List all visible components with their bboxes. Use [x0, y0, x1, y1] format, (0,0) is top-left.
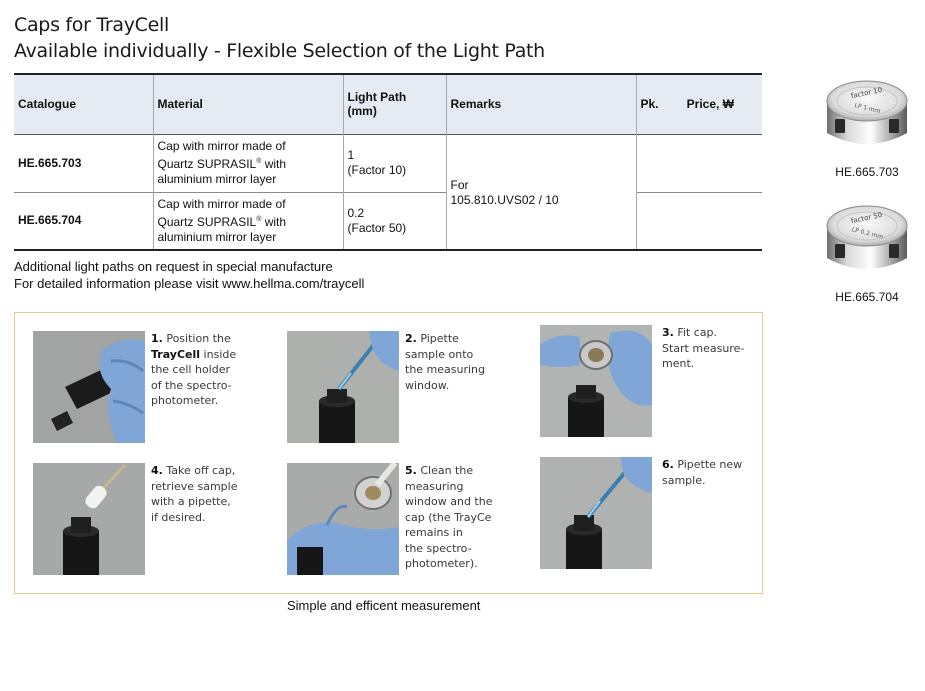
step-rest: the cell holder of the spectro- photometer.: [151, 363, 232, 407]
note-special-manufacture: Additional light paths on request in special manufacture: [14, 259, 333, 274]
light-path-factor: (Factor 10): [347, 163, 407, 177]
cap-engraving: factor 50: [850, 210, 883, 226]
step-rest: Start measure- ment.: [662, 341, 745, 370]
cell-light-path: [343, 134, 446, 192]
step-photo: [287, 331, 399, 443]
cap-image: [821, 75, 913, 163]
cell-material: [153, 134, 343, 192]
step-number: 4.: [151, 464, 163, 477]
step-line1: Pipette: [416, 332, 459, 345]
step-photo: [287, 463, 399, 575]
col-remarks: Remarks: [446, 74, 636, 134]
step-text: [662, 457, 742, 488]
table-row: [14, 134, 762, 192]
steps-panel: [14, 312, 763, 594]
material-line2b: with: [261, 157, 287, 171]
step-number: 3.: [662, 326, 674, 339]
product-label: HE.665.704: [835, 290, 899, 304]
step-line1: Pipette new: [673, 458, 743, 471]
cell-light-path: [343, 192, 446, 250]
col-price: Price, ₩: [686, 97, 734, 112]
panel-caption: Simple and efficent measurement: [287, 598, 481, 613]
step-number: 1.: [151, 332, 163, 345]
col-light-path-line2: (mm): [347, 104, 377, 119]
product-card: [818, 75, 916, 179]
col-light-path-line1: Light Path: [347, 90, 407, 105]
step-text: [151, 331, 236, 409]
product-card: [818, 200, 916, 304]
step-number: 2.: [405, 332, 417, 345]
step-text: [151, 463, 237, 525]
step-photo: [33, 331, 145, 443]
material-line2: Quartz SUPRASIL: [157, 214, 257, 229]
cell-catalogue: HE.665.704: [18, 213, 82, 228]
step-line1: Take off cap,: [162, 464, 236, 477]
step-photo: [540, 457, 652, 569]
step-text: [405, 331, 485, 393]
col-pk-price: [636, 74, 762, 134]
light-path-value: 0.2: [347, 205, 365, 220]
step-line1: Position the: [162, 332, 231, 345]
step-text: [662, 325, 744, 372]
registered-mark: ®: [256, 158, 262, 165]
cap-image: [821, 200, 913, 288]
step-rest: retrieve sample with a pipette, if desired.: [151, 479, 238, 524]
note-website: For detailed information please visit www.hellma.com/traycell: [14, 276, 365, 291]
cell-pk-price: [636, 192, 762, 250]
table-row: [14, 192, 762, 250]
step-photo: [540, 325, 652, 437]
cap-engraving-lp: LP 0.2 mm: [850, 226, 884, 241]
page-subtitle: Available individually - Flexible Selection of the Light Path: [14, 40, 545, 62]
step-line1: Fit cap.: [673, 326, 718, 339]
remarks-line2: 105.810.UVS02 / 10: [450, 192, 559, 207]
registered-mark: ®: [256, 215, 262, 223]
col-light-path: [343, 74, 446, 134]
step-photo: [33, 463, 145, 575]
material-line2: Quartz SUPRASIL: [157, 157, 257, 171]
material-line1: Cap with mirror made of: [157, 196, 286, 211]
material-line3: aluminium mirror layer: [157, 172, 277, 186]
cap-engraving-lp: LP 1 mm: [853, 101, 881, 116]
col-material: Material: [153, 74, 343, 134]
cap-engraving: factor 10: [850, 85, 883, 101]
step-rest: sample onto the measuring window.: [405, 347, 486, 392]
material-line2b: with: [261, 214, 287, 229]
product-label: HE.665.703: [835, 165, 899, 179]
page-title: Caps for TrayCell: [14, 14, 169, 36]
step-number: 5.: [405, 464, 417, 477]
step-line2b: inside: [200, 347, 237, 361]
col-catalogue: Catalogue: [14, 74, 153, 134]
step-emphasis: TrayCell: [151, 347, 201, 361]
step-rest: measuring window and the cap (the TrayCe remains in the spectro- photometer).: [405, 479, 493, 570]
step-text: [405, 463, 492, 572]
cell-material: [153, 192, 343, 250]
material-line1: Cap with mirror made of: [157, 139, 286, 153]
remarks-line1: For: [450, 177, 469, 192]
light-path-factor: (Factor 50): [347, 220, 407, 235]
spec-table: [14, 73, 762, 251]
cell-remarks: [446, 134, 636, 250]
step-rest: sample.: [662, 473, 706, 487]
step-number: 6.: [662, 458, 674, 471]
table-header-row: [14, 74, 762, 134]
col-pk: Pk.: [640, 97, 659, 112]
cell-pk-price: [636, 134, 762, 192]
step-line1: Clean the: [416, 464, 474, 477]
cell-catalogue: HE.665.703: [18, 155, 82, 170]
material-line3: aluminium mirror layer: [157, 229, 277, 244]
light-path-value: 1: [347, 148, 355, 162]
